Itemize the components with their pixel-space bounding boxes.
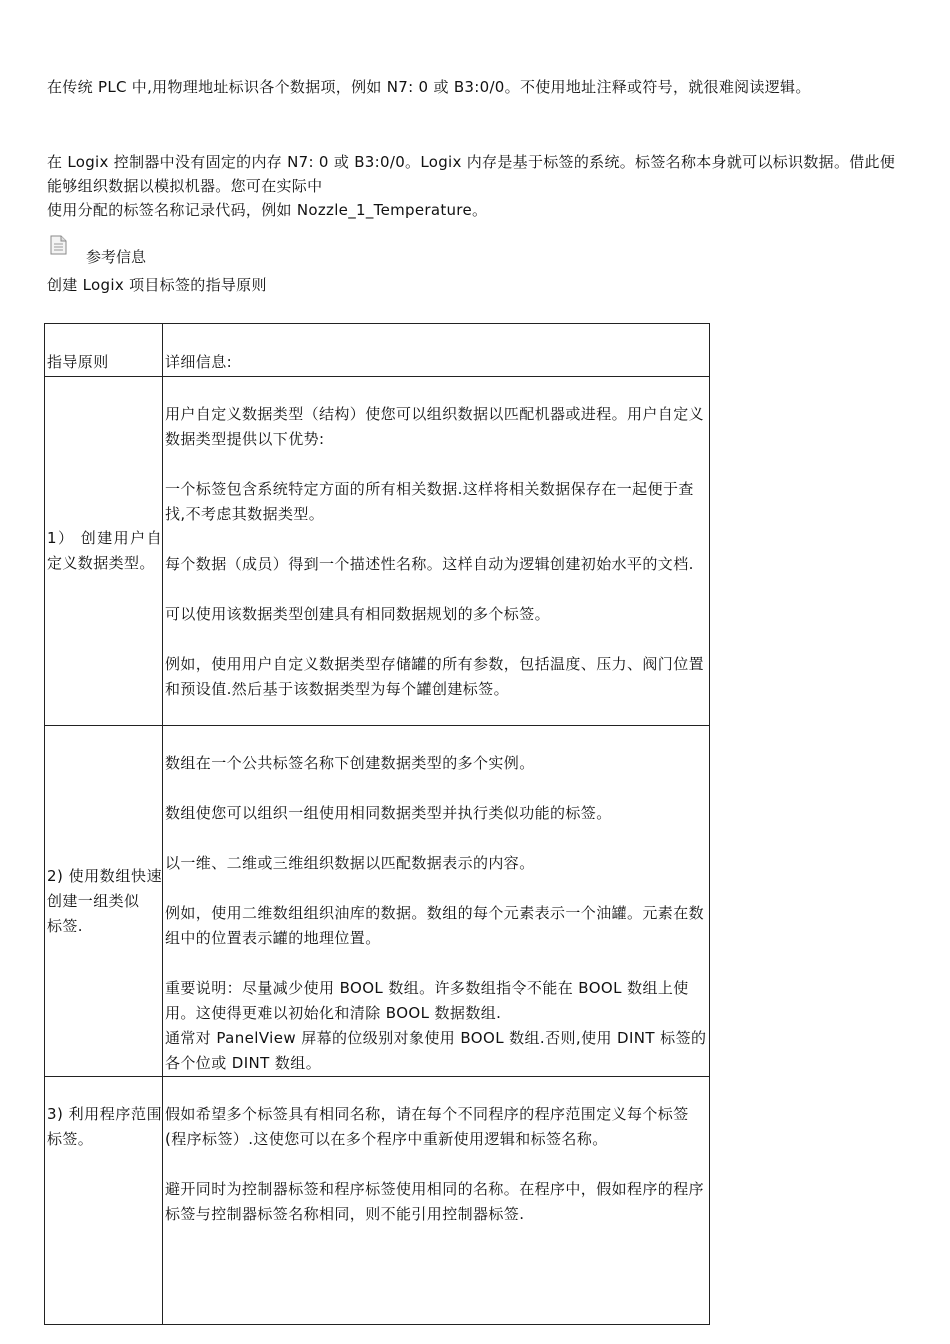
reference-info bbox=[50, 234, 147, 266]
note-line: 重要说明：尽量减少使用 BOOL 数组。许多数组指令不能在 BOOL 数组上使用。这使得更难以初始化和清除 BOOL 数据数组. bbox=[165, 979, 689, 1022]
details-cell bbox=[163, 1077, 710, 1325]
important-note bbox=[165, 976, 709, 1076]
detail-paragraph: 避开同时为控制器标签和程序标签使用相同的名称。在程序中，假如程序的程序标签与控制器标签名称相同，则不能引用控制器标签. bbox=[165, 1180, 705, 1223]
guideline-cell: 3) 利用程序范围标签。 bbox=[45, 1077, 163, 1325]
section-heading: 创建 Logix 项目标签的指导原则 bbox=[47, 276, 267, 294]
document-icon bbox=[50, 235, 68, 255]
detail-paragraph: 例如，使用用户自定义数据类型存储罐的所有参数，包括温度、压力、阀门位置和预设值.然后基于该数据类型为每个罐创建标签。 bbox=[165, 655, 705, 698]
guidelines-table bbox=[44, 323, 710, 1325]
detail-paragraph: 例如，使用二维数组组织油库的数据。数组的每个元素表示一个油罐。元素在数组中的位置表示罐的地理位置。 bbox=[165, 904, 705, 947]
detail-paragraph: 一个标签包含系统特定方面的所有相关数据.这样将相关数据保存在一起便于查找,不考虑其数据类型。 bbox=[165, 480, 694, 523]
guideline-cell bbox=[45, 726, 163, 1077]
guideline-line: 2) 使用数组快速创建一组类似 bbox=[47, 866, 162, 910]
detail-paragraph: 以一维、二维或三维组织数据以匹配数据表示的内容。 bbox=[165, 854, 535, 872]
detail-paragraph: 每个数据（成员）得到一个描述性名称。这样自动为逻辑创建初始水平的文档. bbox=[165, 555, 694, 573]
intro-paragraph-2-line-1: 在 Logix 控制器中没有固定的内存 N7: 0 或 B3:0/0。Logix 内存是基于标签的系统。标签名称本身就可以标识数据。借此便能够组织数据以模拟机器。您可在实际中 bbox=[47, 153, 896, 195]
table-row bbox=[45, 1077, 710, 1325]
table-row bbox=[45, 726, 710, 1077]
guideline-cell: 1） 创建用户自定义数据类型。 bbox=[45, 377, 163, 726]
detail-paragraph: 数组使您可以组织一组使用相同数据类型并执行类似功能的标签。 bbox=[165, 804, 612, 822]
detail-paragraph: 数组在一个公共标签名称下创建数据类型的多个实例。 bbox=[165, 754, 535, 772]
detail-paragraph: 可以使用该数据类型创建具有相同数据规划的多个标签。 bbox=[165, 605, 551, 623]
intro-paragraph-2-line-2: 使用分配的标签名称记录代码，例如 Nozzle_1_Temperature。 bbox=[47, 201, 488, 219]
header-guideline: 指导原则 bbox=[45, 324, 163, 377]
intro-paragraph-2 bbox=[47, 150, 905, 222]
detail-paragraph: 用户自定义数据类型（结构）使您可以组织数据以匹配机器或进程。用户自定义数据类型提供以下优势: bbox=[165, 405, 705, 448]
detail-paragraph: 假如希望多个标签具有相同名称，请在每个不同程序的程序范围定义每个标签(程序标签）.这使您可以在多个程序中重新使用逻辑和标签名称。 bbox=[165, 1105, 689, 1148]
guideline-line: 标签. bbox=[47, 916, 83, 935]
note-line: 通常对 PanelView 屏幕的位级别对象使用 BOOL 数组.否则,使用 DINT 标签的各个位或 DINT 数组。 bbox=[165, 1029, 707, 1072]
header-details: 详细信息: bbox=[163, 324, 710, 377]
table-row bbox=[45, 377, 710, 726]
details-cell bbox=[163, 377, 710, 726]
intro-paragraph-1: 在传统 PLC 中,用物理地址标识各个数据项，例如 N7: 0 或 B3:0/0。不使用地址注释或符号，就很难阅读逻辑。 bbox=[47, 78, 811, 96]
table-header-row bbox=[45, 324, 710, 377]
details-cell bbox=[163, 726, 710, 1077]
reference-label: 参考信息 bbox=[86, 248, 147, 266]
